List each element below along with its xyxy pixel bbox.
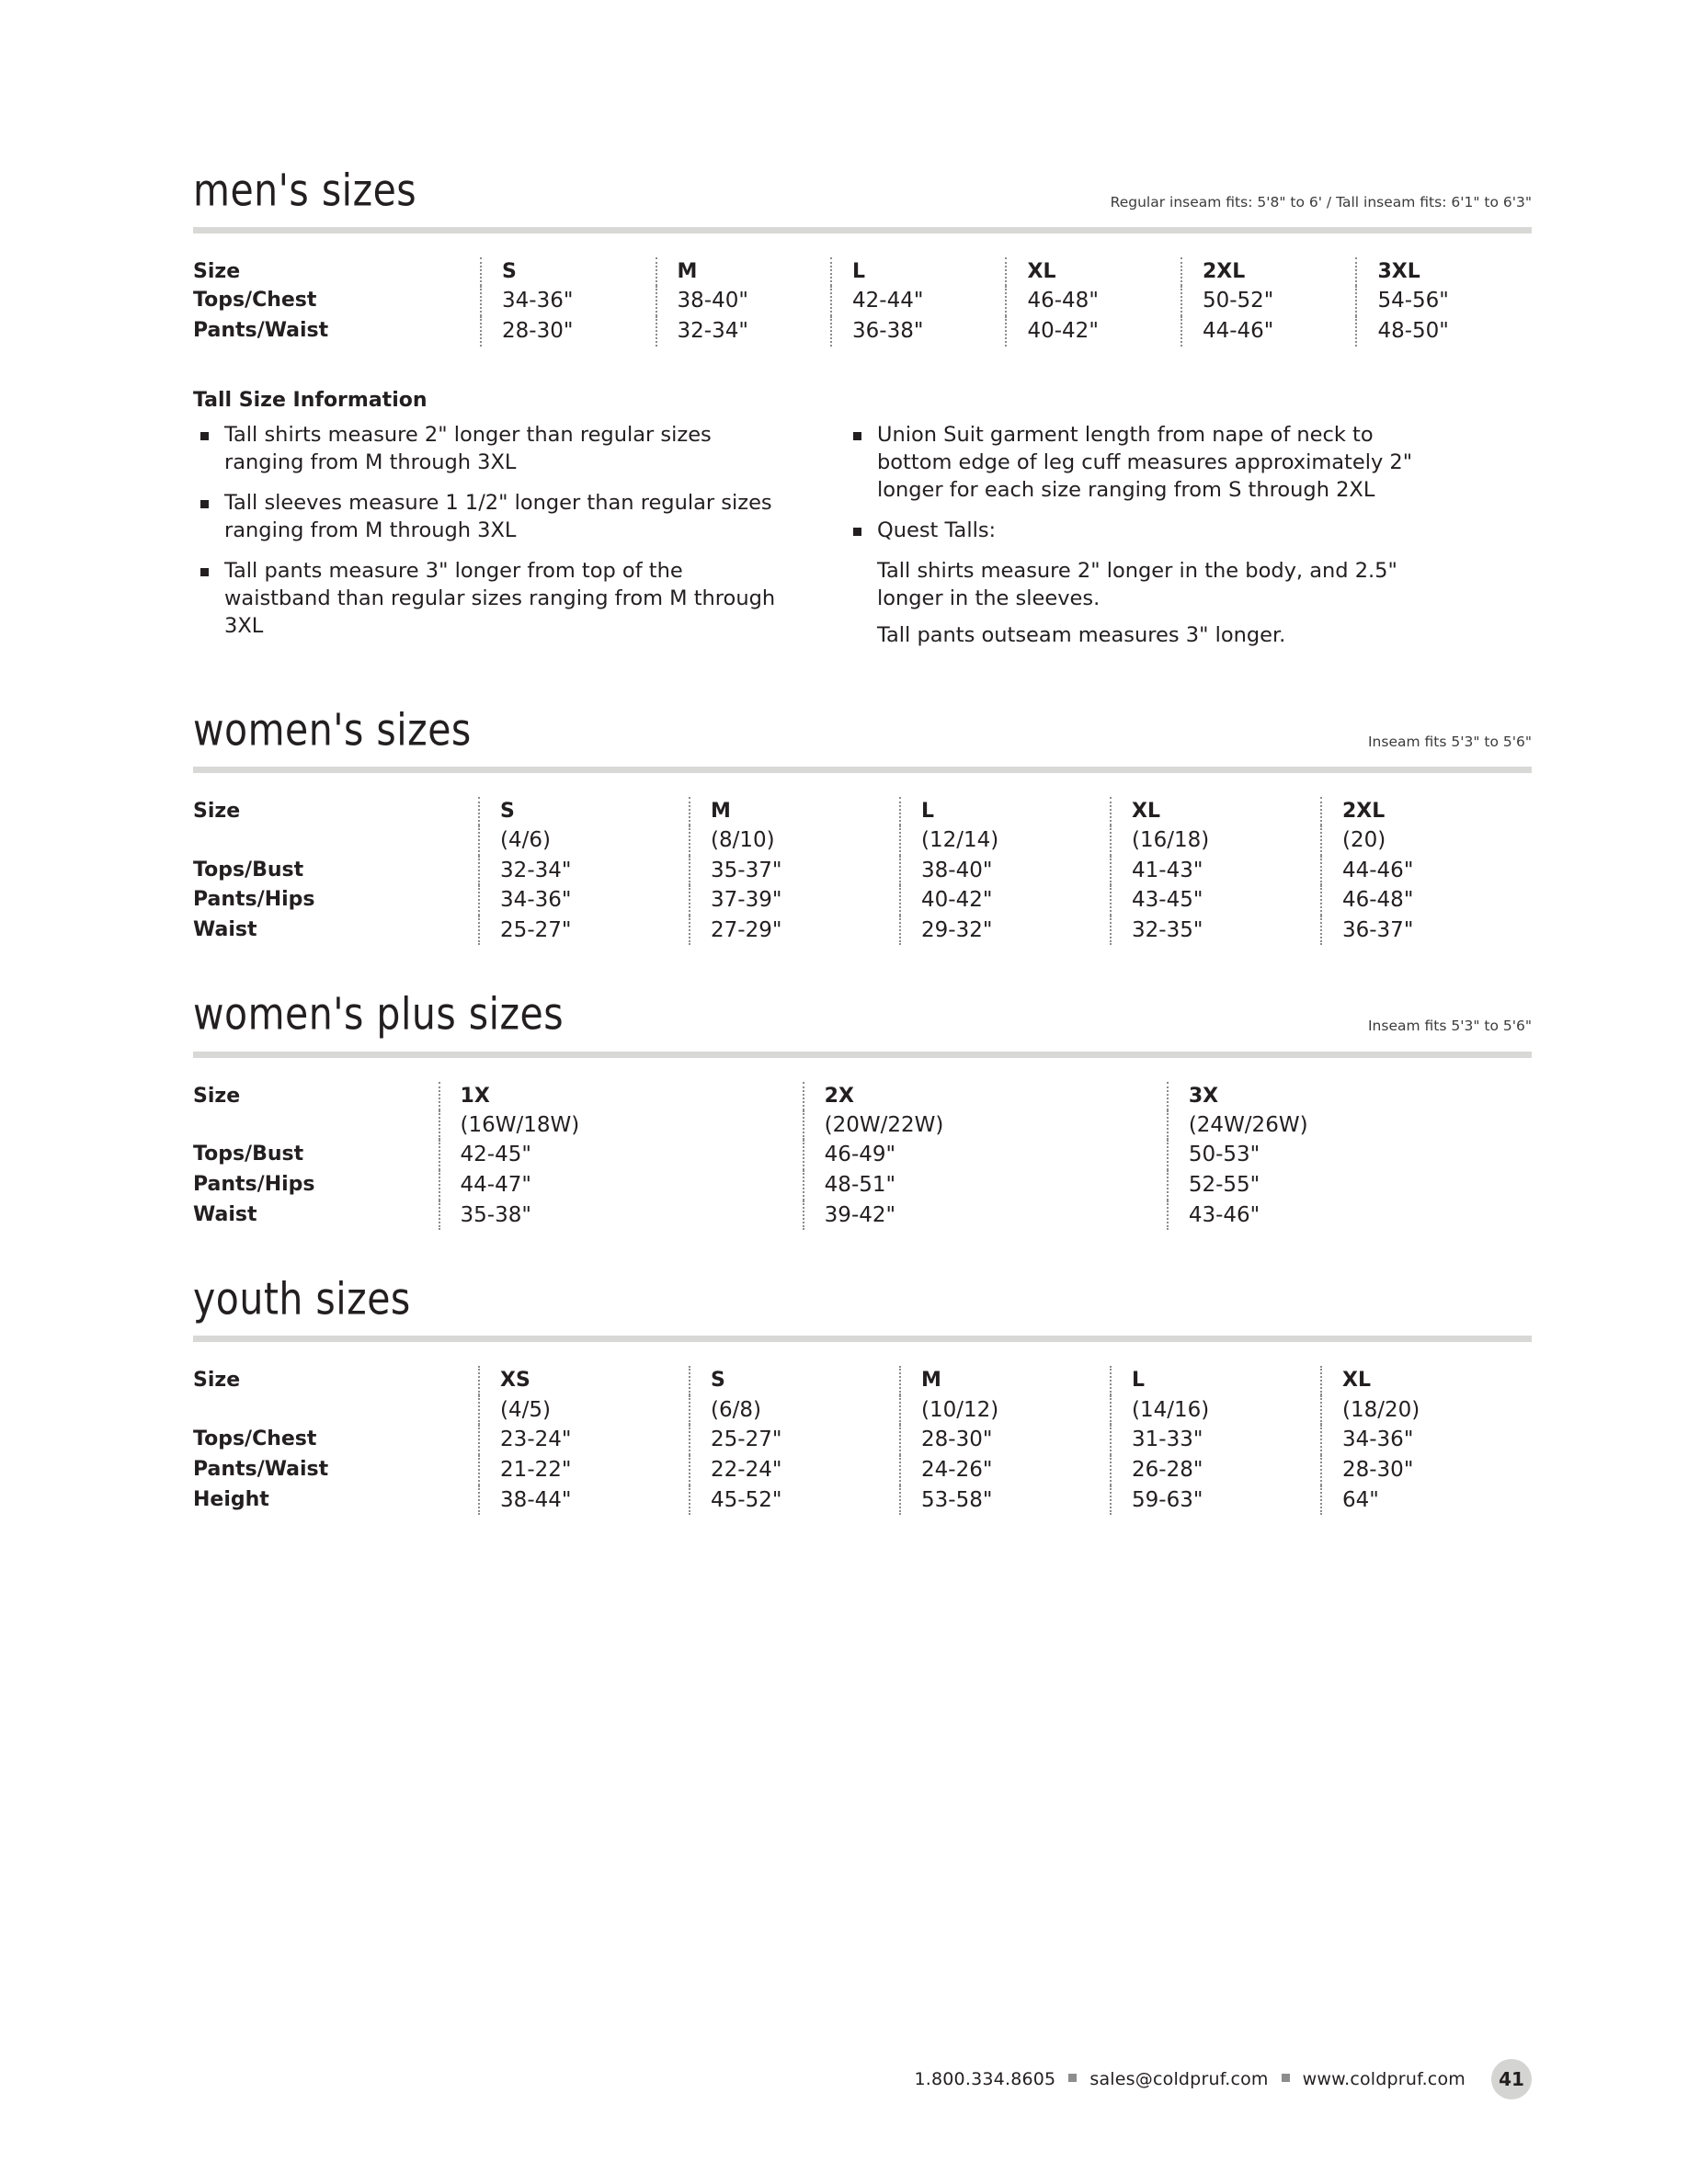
tall-size-information <box>193 421 1532 659</box>
cell: 50-52" <box>1181 286 1356 316</box>
womens-size-table <box>193 797 1532 946</box>
footer-phone: 1.800.334.8605 <box>914 2069 1056 2089</box>
col-subheader: (24W/26W) <box>1168 1110 1532 1141</box>
col-subheader: (18/20) <box>1321 1395 1532 1426</box>
col-header: XL <box>1111 797 1321 825</box>
mens-size-table <box>193 257 1532 347</box>
quest-talls-pants-note: Tall pants outseam measures 3" longer. <box>877 623 1286 648</box>
separator-icon <box>1282 2074 1290 2082</box>
section-title: women's sizes <box>193 703 472 756</box>
cell: 37-39" <box>690 885 900 916</box>
cell: 26-28" <box>1111 1455 1321 1485</box>
section-womens-plus-sizes <box>193 988 1532 1230</box>
col-header: 2XL <box>1181 257 1356 286</box>
cell: 46-48" <box>1006 286 1180 316</box>
cell: 38-40" <box>656 286 831 316</box>
cell: 22-24" <box>690 1455 900 1485</box>
cell: 28-30" <box>481 316 656 347</box>
col-header: 3X <box>1168 1082 1532 1110</box>
cell: 36-38" <box>831 316 1006 347</box>
divider <box>193 1052 1532 1058</box>
table-row <box>193 797 1532 825</box>
cell: 34-36" <box>1321 1425 1532 1455</box>
section-title: youth sizes <box>193 1273 411 1325</box>
cell: 28-30" <box>1321 1455 1532 1485</box>
cell: 59-63" <box>1111 1485 1321 1516</box>
womens-plus-inseam-note: Inseam fits 5'3" to 5'6" <box>1367 1018 1532 1035</box>
cell: 23-24" <box>479 1425 690 1455</box>
cell: 32-34" <box>479 856 690 886</box>
section-header <box>193 703 1532 756</box>
cell: 25-27" <box>690 1425 900 1455</box>
list-item: Tall shirts measure 2" longer than regular sizes ranging from M through 3XL <box>193 421 781 476</box>
col-subheader: (20) <box>1321 825 1532 856</box>
row-label: Waist <box>193 1202 257 1226</box>
cell: 21-22" <box>479 1455 690 1485</box>
cell: 44-47" <box>439 1170 804 1200</box>
col-subheader: (6/8) <box>690 1395 900 1426</box>
col-header: S <box>690 1366 900 1394</box>
table-row <box>193 257 1532 286</box>
page-footer <box>193 2059 1532 2099</box>
cell: 52-55" <box>1168 1170 1532 1200</box>
cell: 54-56" <box>1356 286 1532 316</box>
tall-info-left-column <box>193 421 781 659</box>
cell: 34-36" <box>481 286 656 316</box>
cell: 38-40" <box>900 856 1111 886</box>
table-row <box>193 1485 1532 1516</box>
col-header: 3XL <box>1356 257 1532 286</box>
col-header: S <box>481 257 656 286</box>
cell: 38-44" <box>479 1485 690 1516</box>
separator-icon <box>1068 2074 1077 2082</box>
list-item: Tall pants measure 3" longer from top of the waistband than regular sizes ranging from M through 3XL <box>193 557 781 640</box>
cell: 42-45" <box>439 1140 804 1170</box>
womens-inseam-note: Inseam fits 5'3" to 5'6" <box>1367 733 1532 750</box>
tall-info-right-column <box>846 421 1434 659</box>
col-header: XL <box>1006 257 1180 286</box>
col-header: 2XL <box>1321 797 1532 825</box>
table-row <box>193 286 1532 316</box>
row-label: Tops/Chest <box>193 1428 317 1451</box>
table-row <box>193 1366 1532 1394</box>
row-label: Size <box>193 799 241 823</box>
cell: 36-37" <box>1321 916 1532 946</box>
table-row <box>193 1200 1532 1231</box>
youth-size-table <box>193 1366 1532 1515</box>
section-youth-sizes <box>193 1273 1532 1515</box>
table-row <box>193 1082 1532 1110</box>
table-row <box>193 885 1532 916</box>
row-label: Size <box>193 1369 241 1393</box>
row-label: Size <box>193 1084 241 1108</box>
table-row <box>193 316 1532 347</box>
cell: 45-52" <box>690 1485 900 1516</box>
cell: 42-44" <box>831 286 1006 316</box>
cell: 48-51" <box>804 1170 1168 1200</box>
table-row <box>193 1110 1532 1141</box>
cell: 53-58" <box>900 1485 1111 1516</box>
col-header: 2X <box>804 1082 1168 1110</box>
cell: 50-53" <box>1168 1140 1532 1170</box>
col-subheader: (4/5) <box>479 1395 690 1426</box>
col-subheader: (4/6) <box>479 825 690 856</box>
cell: 46-48" <box>1321 885 1532 916</box>
footer-email[interactable]: sales@coldpruf.com <box>1089 2069 1269 2089</box>
col-subheader: (20W/22W) <box>804 1110 1168 1141</box>
col-subheader: (10/12) <box>900 1395 1111 1426</box>
col-subheader: (12/14) <box>900 825 1111 856</box>
cell: 28-30" <box>900 1425 1111 1455</box>
row-label: Waist <box>193 917 257 941</box>
list-item: Tall sleeves measure 1 1/2" longer than regular sizes ranging from M through 3XL <box>193 489 781 544</box>
womens-plus-size-table <box>193 1082 1532 1231</box>
cell: 40-42" <box>1006 316 1180 347</box>
row-label: Tops/Bust <box>193 1143 304 1166</box>
table-row <box>193 856 1532 886</box>
section-title: women's plus sizes <box>193 988 565 1041</box>
table-row <box>193 825 1532 856</box>
table-row <box>193 1425 1532 1455</box>
section-header <box>193 1273 1532 1325</box>
cell: 46-49" <box>804 1140 1168 1170</box>
cell: 25-27" <box>479 916 690 946</box>
cell: 32-35" <box>1111 916 1321 946</box>
col-header: L <box>831 257 1006 286</box>
col-header: L <box>1111 1366 1321 1394</box>
cell: 24-26" <box>900 1455 1111 1485</box>
row-label: Size <box>193 260 241 284</box>
table-row <box>193 1395 1532 1426</box>
col-header: M <box>656 257 831 286</box>
cell: 64" <box>1321 1485 1532 1516</box>
cell: 29-32" <box>900 916 1111 946</box>
list-item: Union Suit garment length from nape of neck to bottom edge of leg cuff measures approximately 2" longer for each size ranging from S through 2XL <box>846 421 1434 504</box>
mens-inseam-note: Regular inseam fits: 5'8" to 6' / Tall inseam fits: 6'1" to 6'3" <box>1110 194 1532 210</box>
table-row <box>193 1170 1532 1200</box>
cell: 32-34" <box>656 316 831 347</box>
row-label: Pants/Waist <box>193 1457 329 1481</box>
page-title: men's sizes <box>193 164 417 217</box>
tall-info-left-list <box>193 421 781 641</box>
col-header: M <box>900 1366 1111 1394</box>
section-header <box>193 164 1532 217</box>
col-subheader: (16/18) <box>1111 825 1321 856</box>
tall-size-information-heading: Tall Size Information <box>193 388 428 412</box>
row-label: Tops/Bust <box>193 858 304 882</box>
quest-talls-shirts-note: Tall shirts measure 2" longer in the body, and 2.5" longer in the sleeves. <box>877 559 1397 611</box>
row-label: Height <box>193 1487 269 1511</box>
divider <box>193 1336 1532 1342</box>
section-header <box>193 988 1532 1041</box>
cell: 35-38" <box>439 1200 804 1231</box>
col-header: XL <box>1321 1366 1532 1394</box>
cell: 43-46" <box>1168 1200 1532 1231</box>
cell: 31-33" <box>1111 1425 1321 1455</box>
cell: 48-50" <box>1356 316 1532 347</box>
table-row <box>193 1455 1532 1485</box>
table-row <box>193 916 1532 946</box>
divider <box>193 767 1532 773</box>
col-header: XS <box>479 1366 690 1394</box>
cell: 43-45" <box>1111 885 1321 916</box>
col-subheader: (8/10) <box>690 825 900 856</box>
col-header: 1X <box>439 1082 804 1110</box>
cell: 39-42" <box>804 1200 1168 1231</box>
section-womens-sizes <box>193 703 1532 946</box>
cell: 41-43" <box>1111 856 1321 886</box>
cell: 44-46" <box>1181 316 1356 347</box>
table-row <box>193 1140 1532 1170</box>
cell: 27-29" <box>690 916 900 946</box>
cell: 34-36" <box>479 885 690 916</box>
cell: 40-42" <box>900 885 1111 916</box>
cell: 35-37" <box>690 856 900 886</box>
row-label: Pants/Waist <box>193 318 329 342</box>
list-item: Quest Talls: <box>846 517 1434 544</box>
col-header: S <box>479 797 690 825</box>
col-header: M <box>690 797 900 825</box>
row-label: Pants/Hips <box>193 1173 315 1197</box>
tall-info-right-list <box>846 421 1434 545</box>
row-label: Pants/Hips <box>193 888 315 912</box>
section-mens-sizes <box>193 164 1532 659</box>
page-number-badge: 41 <box>1491 2059 1532 2099</box>
col-subheader: (16W/18W) <box>439 1110 804 1141</box>
divider <box>193 227 1532 233</box>
footer-website[interactable]: www.coldpruf.com <box>1302 2069 1466 2089</box>
row-label: Tops/Chest <box>193 289 317 313</box>
col-subheader: (14/16) <box>1111 1395 1321 1426</box>
cell: 44-46" <box>1321 856 1532 886</box>
col-header: L <box>900 797 1111 825</box>
